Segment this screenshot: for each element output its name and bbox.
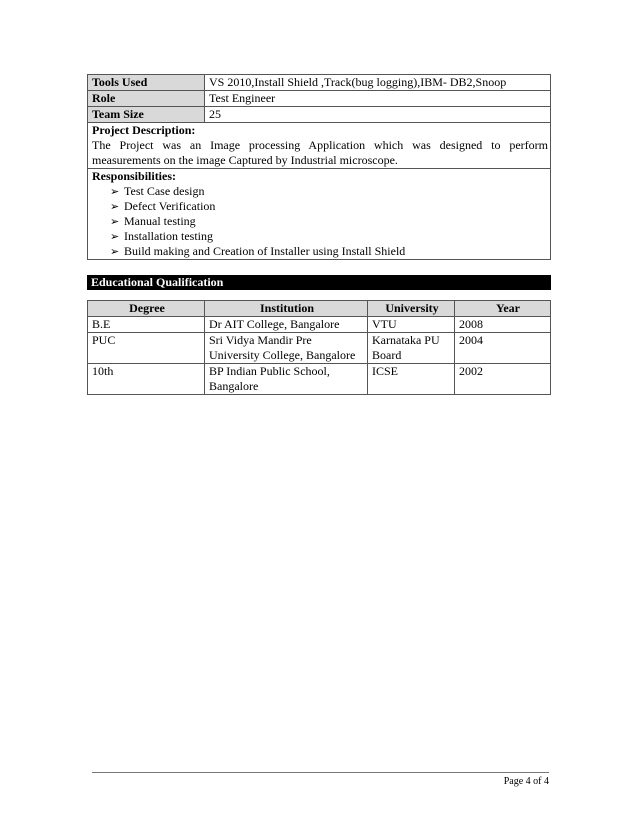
table-row	[88, 75, 551, 91]
table-row	[88, 123, 551, 169]
team-size-label: Team Size	[88, 107, 205, 123]
responsibilities-list	[92, 184, 548, 259]
year-cell: 2002	[455, 364, 551, 395]
education-table	[87, 300, 551, 395]
section-heading-education: Educational Qualification	[87, 275, 551, 290]
degree-cell: 10th	[88, 364, 205, 395]
column-header-degree: Degree	[88, 301, 205, 317]
university-cell: Karnataka PU Board	[368, 333, 455, 364]
list-item: ➢ Build making and Creation of Installer using Install Shield	[110, 244, 548, 259]
year-cell: 2004	[455, 333, 551, 364]
table-row	[88, 364, 551, 395]
year-cell: 2008	[455, 317, 551, 333]
team-size-value: 25	[205, 107, 551, 123]
institution-cell: Sri Vidya Mandir Pre University College, Bangalore	[205, 333, 368, 364]
table-header-row	[88, 301, 551, 317]
page-number: Page 4 of 4	[503, 776, 549, 787]
column-header-institution: Institution	[205, 301, 368, 317]
role-value: Test Engineer	[205, 91, 551, 107]
table-row	[88, 169, 551, 260]
institution-cell: Dr AIT College, Bangalore	[205, 317, 368, 333]
responsibilities-cell	[88, 169, 551, 260]
university-cell: ICSE	[368, 364, 455, 395]
column-header-year: Year	[455, 301, 551, 317]
project-description-text: The Project was an Image processing Application which was designed to perform measurements on the image Captured by Industrial microscope.	[92, 138, 548, 167]
university-cell: VTU	[368, 317, 455, 333]
degree-cell: PUC	[88, 333, 205, 364]
project-description-cell	[88, 123, 551, 169]
list-item: ➢ Test Case design	[110, 184, 548, 199]
list-item: ➢ Defect Verification	[110, 199, 548, 214]
role-label: Role	[88, 91, 205, 107]
project-table	[87, 74, 551, 260]
table-row	[88, 317, 551, 333]
tools-value: VS 2010,Install Shield ,Track(bug logging),IBM- DB2,Snoop	[205, 75, 551, 91]
page-footer	[92, 772, 549, 788]
tools-label: Tools Used	[88, 75, 205, 91]
table-row	[88, 91, 551, 107]
responsibilities-label: Responsibilities:	[92, 169, 177, 183]
project-description-label: Project Description:	[92, 123, 196, 137]
degree-cell: B.E	[88, 317, 205, 333]
page-content	[87, 74, 551, 395]
list-item: ➢ Installation testing	[110, 229, 548, 244]
list-item: ➢ Manual testing	[110, 214, 548, 229]
table-row	[88, 333, 551, 364]
table-row	[88, 107, 551, 123]
column-header-university: University	[368, 301, 455, 317]
institution-cell: BP Indian Public School, Bangalore	[205, 364, 368, 395]
